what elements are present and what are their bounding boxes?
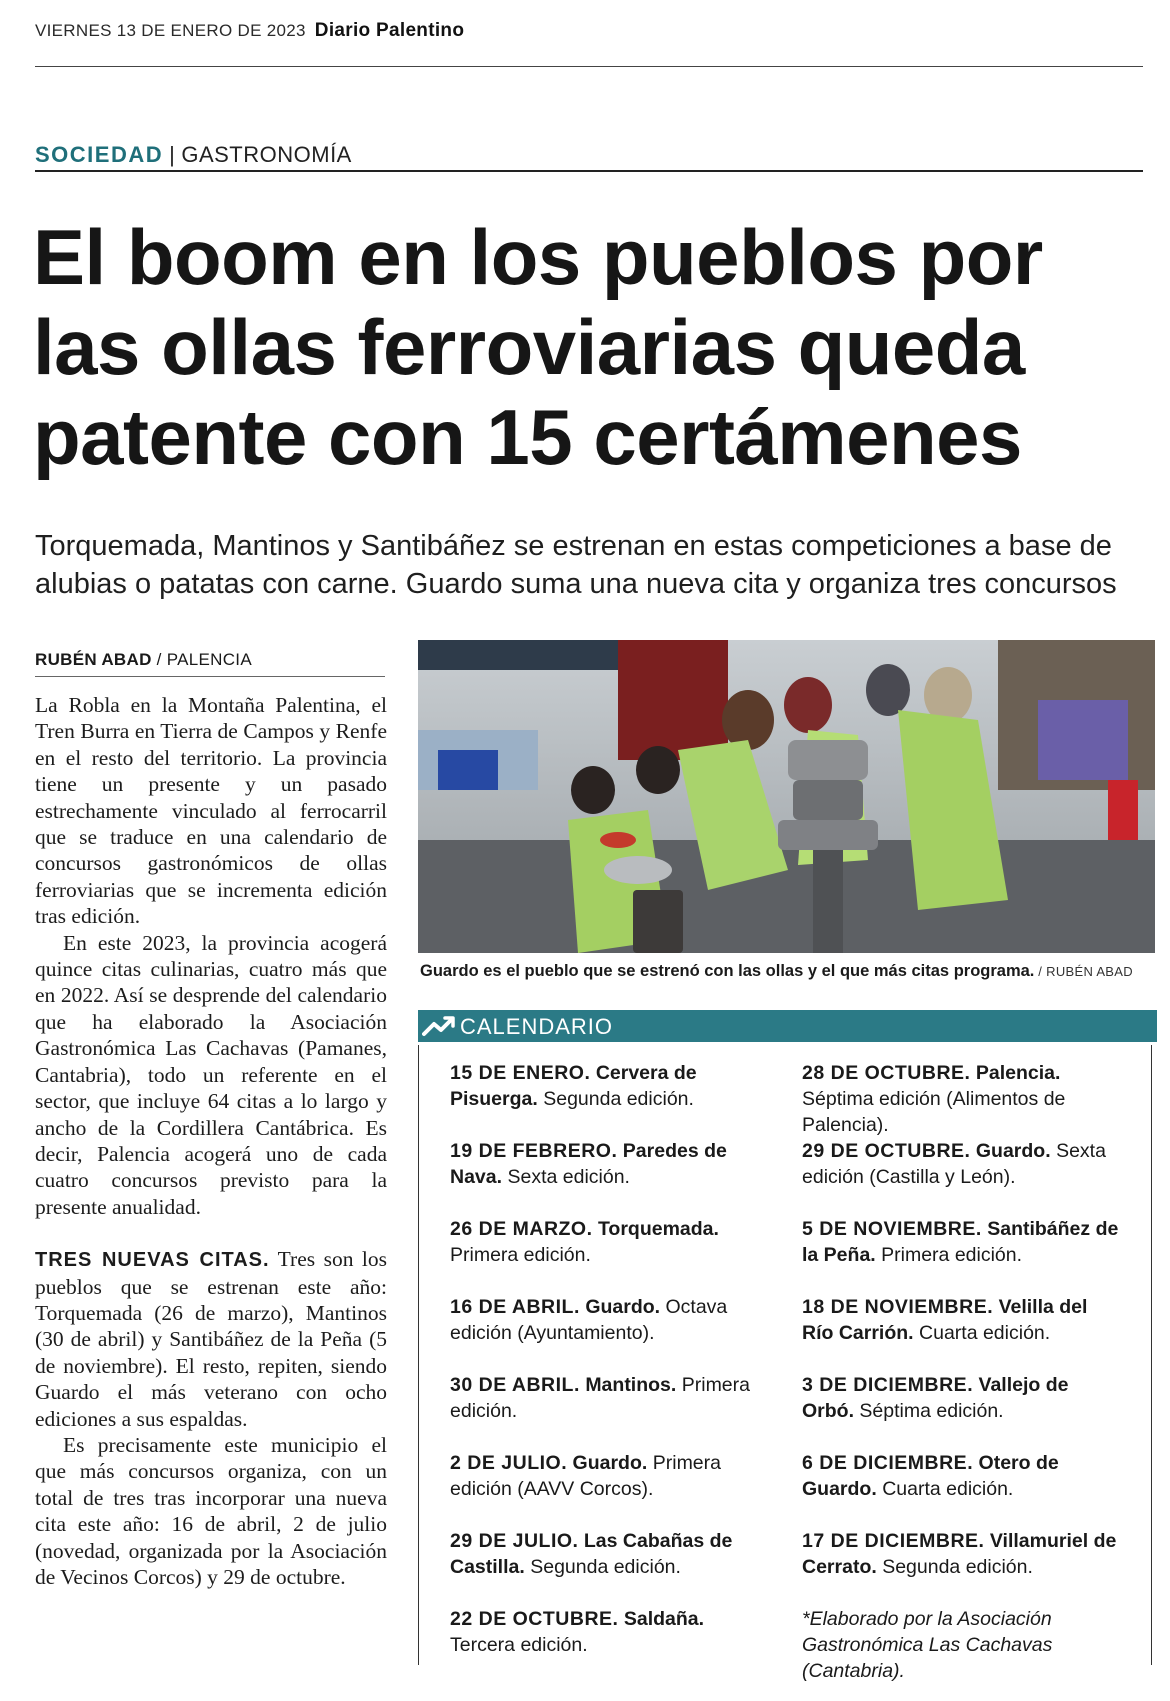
- calendar-entry-place: Guardo.: [572, 1452, 648, 1474]
- calendar-entry: [802, 1216, 1122, 1294]
- calendar-entry: [450, 1216, 770, 1294]
- calendar-entry: [802, 1060, 1122, 1138]
- calendar-column-right: [802, 1060, 1122, 1684]
- calendar-entry-date: 18 DE NOVIEMBRE.: [802, 1296, 994, 1318]
- masthead-divider: [35, 66, 1143, 67]
- article-body: [35, 692, 387, 1590]
- section-name: SOCIEDAD: [35, 142, 164, 167]
- calendar-entry-date: 6 DE DICIEMBRE.: [802, 1452, 974, 1474]
- masthead: [35, 20, 464, 42]
- body-paragraph: [35, 1246, 387, 1432]
- calendar-entry-date: 17 DE DICIEMBRE.: [802, 1530, 985, 1552]
- calendar-entry-place: Cervera de Pisuerga.: [450, 1062, 697, 1110]
- byline-location: PALENCIA: [166, 650, 252, 669]
- caption-text: Guardo es el pueblo que se estrenó con las ollas y el que más citas programa.: [420, 962, 1035, 980]
- section-label: [35, 142, 352, 168]
- photo-illustration: [418, 640, 1155, 953]
- calendar-entry-date: 5 DE NOVIEMBRE.: [802, 1218, 982, 1240]
- calendar-entry-detail: Octava edición (Ayuntamiento).: [450, 1296, 728, 1344]
- calendar-entry: [450, 1138, 770, 1216]
- calendar-entry-place: Otero de Guardo.: [802, 1452, 1059, 1500]
- body-paragraph: En este 2023, la provincia acogerá quince citas culinarias, cuatro más que en 2022. Así se desprende del calendario que ha elaborado la Asociación Gastronómica Las Cachavas (Pamanes, Cantabria), todo un referente en el sector, que incluye 64 citas a lo largo y ancho de la Cordillera Cantábrica. Es decir, Palencia acogerá uno de cada cuatro concursos previsto para la presente anualidad.: [35, 930, 387, 1219]
- calendar-entry-date: 29 DE OCTUBRE.: [802, 1140, 971, 1162]
- body-paragraph-text: Tres son los pueblos que se estrenan este año: Torquemada (26 de marzo), Mantinos (30 de abril) y Santibáñez de la Peña (5 de noviembre). El resto, repiten, siendo Guardo el más veterano con ocho ediciones a sus espaldas.: [35, 1247, 387, 1431]
- photo-caption: [420, 962, 1160, 981]
- calendar-border-right: [1151, 1045, 1152, 1665]
- calendar-entry-date: 3 DE DICIEMBRE.: [802, 1374, 974, 1396]
- calendar-title: CALENDARIO: [460, 1014, 614, 1039]
- calendar-entry-place: Palencia.: [975, 1062, 1061, 1084]
- calendar-entry-place: Paredes de Nava.: [450, 1140, 727, 1188]
- calendar-header: [418, 1010, 1157, 1042]
- byline-author: RUBÉN ABAD: [35, 650, 152, 669]
- calendar-entry: [802, 1528, 1122, 1606]
- article-deck: Torquemada, Mantinos y Santibáñez se estrenan en estas competiciones a base de alubias o patatas con carne. Guardo suma una nueva cita y organiza tres concursos: [35, 530, 1117, 600]
- calendar-entry-place: Santibáñez de la Peña.: [802, 1218, 1119, 1266]
- calendar-entry-date: 19 DE FEBRERO.: [450, 1140, 618, 1162]
- calendar-entry-detail: Primera edición.: [450, 1374, 750, 1422]
- photo-credit: / RUBÉN ABAD: [1034, 964, 1133, 979]
- section-separator: |: [169, 142, 176, 167]
- calendar-entry: [802, 1372, 1122, 1450]
- calendar-entry-place: Vallejo de Orbó.: [802, 1374, 1069, 1422]
- section-divider: [35, 170, 1143, 172]
- calendar-entry-detail: Segunda edición.: [882, 1556, 1033, 1578]
- article-photo: [418, 640, 1155, 953]
- calendar-entry-place: Torquemada.: [597, 1218, 719, 1240]
- byline-separator: /: [151, 650, 167, 669]
- calendar-entry: [450, 1528, 770, 1606]
- calendar-entry: [450, 1060, 770, 1138]
- calendar-entry-place: Las Cabañas de Castilla.: [450, 1530, 733, 1578]
- calendar-entry-date: 28 DE OCTUBRE.: [802, 1062, 971, 1084]
- calendar-entry-detail: Séptima edición (Alimentos de Palencia).: [802, 1088, 1066, 1136]
- calendar-entry-place: Saldaña.: [623, 1608, 705, 1630]
- calendar-entry-detail: Segunda edición.: [530, 1556, 681, 1578]
- calendar-entry-place: Villamuriel de Cerrato.: [802, 1530, 1117, 1578]
- calendar-entry-detail: Cuarta edición.: [919, 1322, 1051, 1344]
- calendar-entry: [450, 1294, 770, 1372]
- calendar-entry-date: 15 DE ENERO.: [450, 1062, 591, 1084]
- publication-name: Diario Palentino: [314, 20, 465, 41]
- calendar-entry-date: 26 DE MARZO.: [450, 1218, 593, 1240]
- calendar-entry-place: Velilla del Río Carrión.: [802, 1296, 1088, 1344]
- calendar-entry-detail: Tercera edición.: [450, 1634, 588, 1656]
- calendar-entry: [450, 1606, 770, 1684]
- calendar-entry: [802, 1450, 1122, 1528]
- body-paragraph: La Robla en la Montaña Palentina, el Tren Burra en Tierra de Campos y Renfe en el resto del territorio. La provincia tiene un presente y un pasado estrechamente vinculado al ferrocarril que se traduce en una calendario de concursos gastronómicos de ollas ferroviarias que se incrementa edición tras edición.: [35, 693, 387, 929]
- calendar-column-left: [450, 1060, 770, 1684]
- subhead-lead: TRES NUEVAS CITAS.: [35, 1249, 270, 1272]
- calendar-entry-detail: Segunda edición.: [543, 1088, 694, 1110]
- calendar-entry-date: 30 DE ABRIL.: [450, 1374, 580, 1396]
- calendar-entry-place: Guardo.: [585, 1296, 661, 1318]
- calendar-entry-detail: Séptima edición.: [859, 1400, 1004, 1422]
- calendar-entry-detail: Primera edición.: [450, 1244, 591, 1266]
- calendar-entry-detail: Sexta edición (Castilla y León).: [802, 1140, 1106, 1188]
- calendar-entry-detail: Cuarta edición.: [882, 1478, 1014, 1500]
- calendar-entry-place: Mantinos.: [585, 1374, 677, 1396]
- calendar-entry-date: 29 DE JULIO.: [450, 1530, 579, 1552]
- byline: [35, 650, 252, 670]
- calendar-entry-detail: Primera edición (AAVV Corcos).: [450, 1452, 721, 1500]
- calendar-entry: [802, 1138, 1122, 1216]
- trend-line-icon: [422, 1014, 456, 1038]
- calendar-entry-detail: Sexta edición.: [507, 1166, 630, 1188]
- calendar-entry-date: 2 DE JULIO.: [450, 1452, 568, 1474]
- subsection-name: GASTRONOMÍA: [181, 142, 352, 167]
- paragraph-gap: [35, 1220, 387, 1246]
- calendar-entry: [450, 1450, 770, 1528]
- issue-date: VIERNES 13 DE ENERO DE 2023: [35, 21, 306, 40]
- article-headline: El boom en los pueblos por las ollas ferroviarias queda patente con 15 certámenes: [33, 213, 1043, 481]
- calendar-entry: [802, 1294, 1122, 1372]
- calendar-note: *Elaborado por la Asociación Gastronómica Las Cachavas (Cantabria).: [802, 1608, 1053, 1682]
- calendar-entry: [450, 1372, 770, 1450]
- body-paragraph: Es precisamente este municipio el que más concursos organiza, con un total de tres tras incorporar una nueva cita este año: 16 de abril, 2 de julio (novedad, organizada por la Asociación de Vecinos Corcos) y 29 de octubre.: [35, 1432, 387, 1589]
- calendar-entry-detail: Primera edición.: [881, 1244, 1023, 1266]
- byline-divider: [35, 676, 385, 677]
- calendar-entry-place: Guardo.: [975, 1140, 1051, 1162]
- calendar-border-left: [418, 1045, 419, 1665]
- calendar-entry-date: 22 DE OCTUBRE.: [450, 1608, 619, 1630]
- calendar-entry-date: 16 DE ABRIL.: [450, 1296, 580, 1318]
